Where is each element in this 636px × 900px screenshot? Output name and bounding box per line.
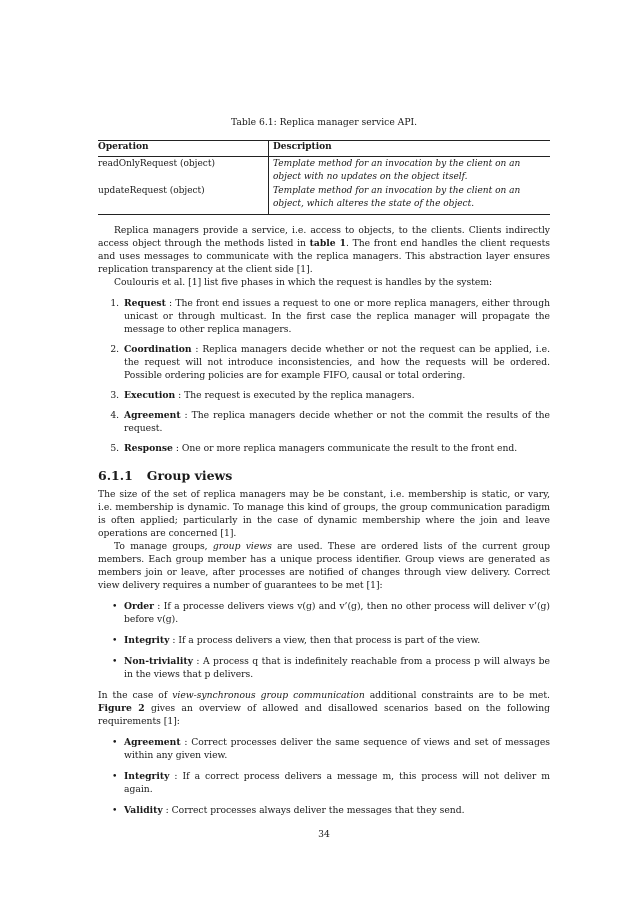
list-item xyxy=(112,804,550,817)
bullet-icon: • xyxy=(112,771,118,782)
operation-cell: readOnlyRequest (object) xyxy=(98,157,269,185)
emphasis: group views xyxy=(212,541,272,552)
description-cell xyxy=(269,157,551,185)
text-run: gives an overview of allowed and disallowed scenarios based on the following requirements [1]: xyxy=(98,703,550,727)
column-header-operation: Operation xyxy=(98,141,269,157)
text-run: additional constraints are to be met. xyxy=(364,690,550,701)
bullet-icon: • xyxy=(112,737,118,748)
list-item xyxy=(112,770,550,796)
section-title: Group views xyxy=(146,468,233,483)
list-text: : One or more replica managers communicate the result to the front end. xyxy=(172,443,518,454)
list-text: : Correct processes always deliver the messages that they send. xyxy=(162,805,465,816)
list-term: Coordination xyxy=(124,344,192,355)
list-item xyxy=(122,343,550,382)
text-run: Replica managers provide a service, i.e. access to objects, to the clients. Clients indirectly access object through the methods listed in xyxy=(98,225,550,249)
list-text: : If a correct process delivers a message m, this process will not deliver m again. xyxy=(124,771,550,795)
list-term: Agreement xyxy=(124,737,181,748)
list-item xyxy=(122,409,550,435)
list-item xyxy=(112,634,550,647)
table-row xyxy=(98,184,550,215)
list-term: Execution xyxy=(124,390,176,401)
list-text: : The front end issues a request to one or more replica managers, either through unicast or through multicast. In the first case the replica manager will propagate the message to other replica managers. xyxy=(124,298,550,335)
description-text: Template method for an invocation by the client on an object with no updates on the object itself. xyxy=(273,159,521,182)
list-text: : Correct processes deliver the same sequence of views and set of messages within any given view. xyxy=(124,737,550,761)
column-header-description: Description xyxy=(269,141,551,157)
figure-reference: Figure 2 xyxy=(98,703,145,714)
list-text: : The request is executed by the replica managers. xyxy=(175,390,415,401)
list-text: : The replica managers decide whether or not the commit the results of the request. xyxy=(124,410,550,434)
list-item xyxy=(122,389,550,402)
table-caption: Table 6.1: Replica manager service API. xyxy=(230,117,418,128)
api-table xyxy=(98,140,550,215)
phases-list xyxy=(98,297,550,455)
body-text xyxy=(98,224,550,825)
paragraph: The size of the set of replica managers may be be constant, i.e. membership is static, or vary, i.e. membership is dynamic. To manage this kind of groups, the group communication paradigm is often applied; particularly in the case of dynamic membership where the join and leave operations are concerned [1]. xyxy=(98,489,550,539)
list-term: Validity xyxy=(124,805,163,816)
bullet-icon: • xyxy=(112,601,118,612)
bullet-icon: • xyxy=(112,805,118,816)
paragraph xyxy=(98,540,550,592)
list-item xyxy=(122,442,550,455)
table-reference: table 1 xyxy=(309,238,346,249)
paragraph: Coulouris et al. [1] list five phases in which the request is handles by the system: xyxy=(114,277,493,288)
list-term: Response xyxy=(124,443,173,454)
list-text: : Replica managers decide whether or not the request can be applied, i.e. the request will not introduce inconsistencies, and how the requests will be ordered. Possible ordering policies are for example FIFO, causal or total ordering. xyxy=(124,344,550,381)
list-term: Order xyxy=(124,601,154,612)
section-number: 6.1.1 xyxy=(98,468,133,483)
list-term: Agreement xyxy=(124,410,181,421)
list-term: Integrity xyxy=(124,771,170,782)
list-text: : A process q that is indefinitely reachable from a process p will always be in the views that p delivers. xyxy=(124,656,550,680)
emphasis: view-synchronous group communication xyxy=(172,690,365,701)
list-term: Request xyxy=(124,298,166,309)
list-item xyxy=(112,600,550,626)
list-term: Integrity xyxy=(124,635,170,646)
list-term: Non-triviality xyxy=(124,656,193,667)
text-run: In the case of xyxy=(98,690,173,701)
text-run: . The front end handles the client requests and uses messages to communicate with the replica managers. This abstraction layer ensures replication transparency at the client side [1]. xyxy=(98,238,550,275)
description-text: Template method for an invocation by the client on an object, which alteres the state of the object. xyxy=(273,186,521,209)
description-cell xyxy=(269,184,551,215)
section-heading xyxy=(98,469,550,482)
operation-cell: updateRequest (object) xyxy=(98,184,269,215)
page-number: 34 xyxy=(318,829,330,840)
bullet-icon: • xyxy=(112,635,118,646)
list-item xyxy=(112,736,550,762)
paragraph xyxy=(98,689,550,728)
table-row xyxy=(98,157,550,185)
list-text: : If a process delivers a view, then that process is part of the view. xyxy=(169,635,481,646)
paragraph xyxy=(98,224,550,276)
view-guarantees-list xyxy=(98,600,550,681)
vs-requirements-list xyxy=(98,736,550,817)
text-run: are used. These are ordered lists of the current group members. Each group member has a unique process identifier. Group views are generated as members join or leave, after processes are notified of changes through view delivery. Correct view delivery requires a number of guarantees to be met [1]: xyxy=(98,541,550,591)
text-run: To manage groups, xyxy=(114,541,213,552)
bullet-icon: • xyxy=(112,656,118,667)
list-text: : If a processe delivers views v(g) and v’(g), then no other process will deliver v’(g) before v(g). xyxy=(124,601,550,625)
list-item xyxy=(112,655,550,681)
list-item xyxy=(122,297,550,336)
